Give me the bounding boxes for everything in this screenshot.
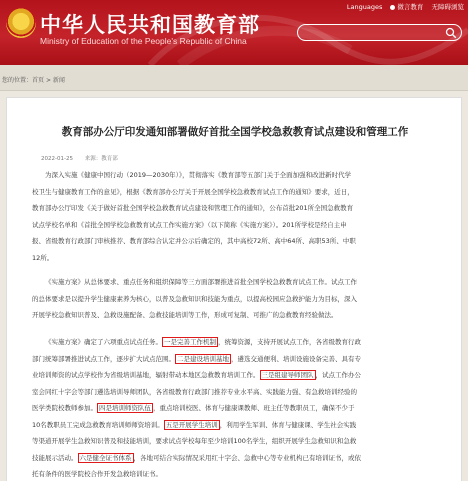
- paragraph-line: 《实施方案》从总体要求、重点任务和组织保障等三方面部署推进首批全国学校急救教育试点工作。试点工作: [45, 278, 357, 286]
- paragraph-line: 试点学校名单和《首批全国学校急救教育试点工作实施方案》（以下简称《实施方案》）。201所学校是经自主申: [32, 220, 347, 229]
- paragraph-line: 为深入实施《健康中国行动（2019—2030年）》，贯彻落实《教育部等五部门关于全面加强和改进新时代学: [45, 171, 352, 179]
- highlight-task-2: 二是建设培训基地: [177, 354, 229, 363]
- search-icon[interactable]: [445, 27, 457, 39]
- highlight-task-3: 三是组建导师团队: [261, 371, 314, 379]
- highlight-task-6: 六是健全证书体系: [79, 453, 132, 462]
- article-date: 2022-01-25: [41, 156, 73, 162]
- paragraph-line: 室会同红十字会等部门遴选培训导师团队，各省级教育行政部门推荐专业水平高、实践能力强、有急救培训经验的: [32, 387, 357, 396]
- site-subtitle: Ministry of Education of the People's Republic of China: [40, 36, 247, 46]
- paragraph-line: 校卫生与健康教育工作的意见》，根据《教育部办公厅关于开展全国学校急救教育试点工作的通知》要求，近日，: [32, 187, 354, 196]
- weibo-icon: [390, 5, 395, 10]
- languages-link[interactable]: Languages: [346, 3, 383, 11]
- accessibility-link[interactable]: 无障碍浏览: [431, 3, 464, 11]
- article-container: [6, 97, 462, 481]
- article-paragraph-2: [32, 274, 437, 324]
- paragraph-line: 开展学校急救知识普及、急救设施配备、急救技能培训等工作，形成可复制、可推广的急救教育经验做法。: [32, 311, 338, 319]
- article-paragraph-1: [32, 167, 437, 266]
- article-paragraph-3: 《实施方案》确定了六项重点试点任务。 一是完善工作机制 ，统筹资源，支持开展试点工作，各省级教育行政 部门统筹部署推进试点工作，逐步扩大试点范围。 二是建设培训基地 ，遴选交通便利、培训设施设备完善、具有专 业培训师资的试点学校作为省级培训基地，辐射带动本地区急救教育培训工作。 三是组建导师团队 ，试点工作办公 室会同红十字会等部门遴选培训导师团队，各省级教育行政部门推荐专业水平高、实践能力强、有急救培训经验的 医学类院校教师参加。 四是培训师资队伍 ，重点培训校医、体育与健康课教师、班主任等教职员工，确保不少于 10名教职员工完成急救教育培训师师资培训。 五是开展学生培训 ，利用学生军训、体育与健康课、学生社会实践 等渠道开展学生急救知识普及和技能培训，要求试点学校每年至少培训100名学生，组织开展学生急救知识和急救 技能展示活动。 六是健全证书体系 ，各地可结合实际情况采用红十字会、急救中心等专业机构已有培训证书，或依 托有条件的医学院校合作开发急救培训证书。: [32, 334, 437, 481]
- paragraph-line: 报、省级教育行政部门审核推荐、教育部综合认定并公示后确定的，其中高校72所、高中64所、高职53所、中职: [32, 237, 356, 245]
- paragraph-line: 的总体要求是以提升学生健康素养为核心，以普及急救知识和技能为重点，以提高校园应急救护能力为目标，深入: [32, 294, 357, 303]
- breadcrumb-bar: [0, 65, 468, 91]
- emblem-icon[interactable]: [6, 8, 36, 38]
- breadcrumb-news-link[interactable]: 新闻: [52, 77, 65, 84]
- top-links: [341, 2, 464, 11]
- highlight-task-1: 一是完善工作机制: [164, 338, 216, 346]
- paragraph-line: 12所。: [32, 253, 54, 262]
- breadcrumb: 您的位置：首页 > 新闻: [2, 77, 65, 84]
- article-source: 来源：教育部: [84, 156, 118, 162]
- article-meta: [41, 154, 128, 162]
- paragraph-line: 托有条件的医学院校合作开发急救培训证书。: [32, 470, 162, 478]
- paragraph-line: 等渠道开展学生急救知识普及和技能培训，要求试点学校每年至少培训100名学生，组织开展学生急救知识和急救: [32, 437, 357, 445]
- highlight-task-5: 五是开展学生培训: [165, 420, 218, 429]
- search-input[interactable]: [297, 24, 462, 41]
- article-title: 教育部办公厅印发通知部署做好首批全国学校急救教育试点建设和管理工作: [61, 126, 409, 138]
- paragraph-line: 教育部办公厅印发《关于做好首批全国学校急救教育试点建设和管理工作的通知》，公布首批201所全国急救教育: [32, 204, 354, 212]
- breadcrumb-home-link[interactable]: 首页: [32, 77, 45, 84]
- weibo-link[interactable]: 微言教育: [390, 3, 423, 11]
- site-title[interactable]: 中华人民共和国教育部: [40, 13, 260, 37]
- site-header: [0, 0, 468, 65]
- highlight-task-4: 四是培训师资队伍: [99, 404, 151, 412]
- breadcrumb-prefix: 您的位置：: [2, 77, 33, 84]
